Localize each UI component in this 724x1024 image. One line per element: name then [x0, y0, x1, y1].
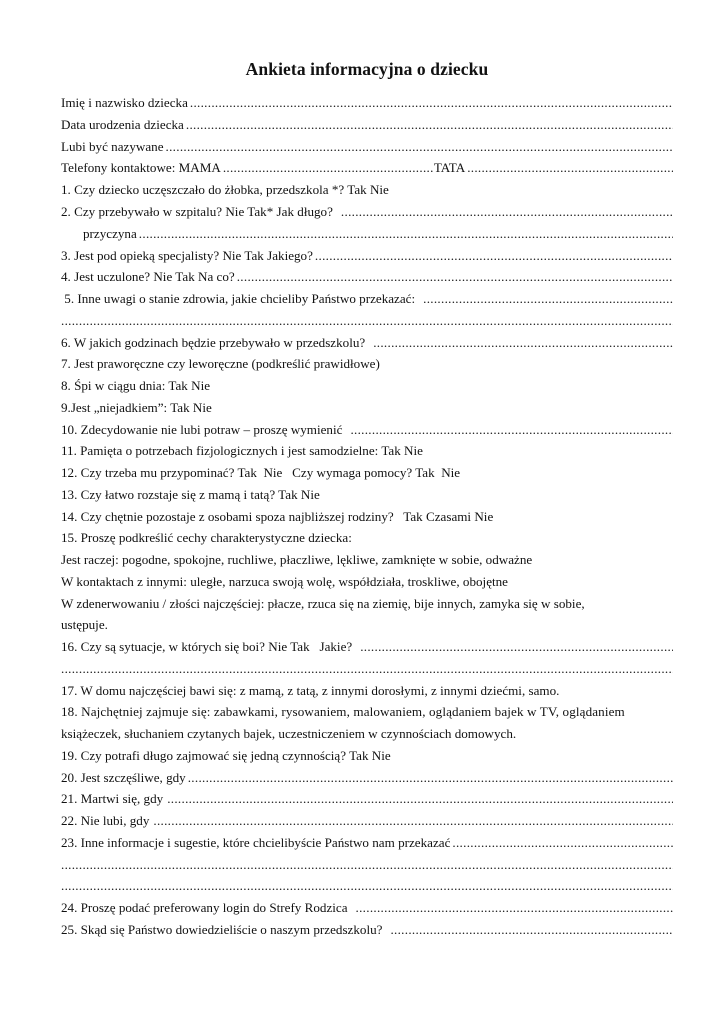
dotted-fill-line[interactable]	[61, 854, 673, 876]
question-11	[61, 440, 673, 462]
page-title: Ankieta informacyjna o dziecku	[245, 59, 489, 79]
question-13	[61, 484, 673, 506]
dotted-fill-line[interactable]	[350, 419, 673, 441]
dotted-fill-line[interactable]	[166, 136, 673, 158]
field-label: Imię i nazwisko dziecka	[61, 95, 188, 110]
question-text: 21. Martwi się, gdy	[61, 791, 164, 806]
question-6[interactable]	[61, 332, 673, 354]
field-label: Data urodzenia dziecka	[61, 117, 184, 132]
question-15-anger-cont[interactable]	[61, 614, 673, 636]
dotted-fill-line[interactable]	[452, 832, 673, 854]
question-text: 2. Czy przebywało w szpitalu? Nie Tak* Jak długo?	[61, 204, 333, 219]
question-text: 25. Skąd się Państwo dowiedzieliście o naszym przedszkolu?	[61, 922, 383, 937]
question-text: ustępuje.	[61, 617, 108, 632]
question-4[interactable]	[61, 266, 673, 288]
question-23-extra-line-1[interactable]	[61, 854, 673, 876]
dotted-fill-line[interactable]	[167, 788, 673, 810]
question-9	[61, 397, 673, 419]
question-text: 3. Jest pod opieką specjalisty? Nie Tak Jakiego?	[61, 248, 313, 263]
dotted-fill-line[interactable]	[390, 919, 673, 941]
field-child-name[interactable]	[61, 92, 673, 114]
question-15-contacts[interactable]	[61, 571, 673, 593]
question-text: 19. Czy potrafi długo zajmować się jedną czynnością? Tak Nie	[61, 748, 391, 763]
question-text: 15. Proszę podkreślić cechy charakterystyczne dziecka:	[61, 530, 352, 545]
dotted-fill-line[interactable]	[237, 266, 673, 288]
question-19	[61, 745, 673, 767]
question-15-anger[interactable]	[61, 593, 673, 615]
dotted-fill-line[interactable]	[188, 767, 673, 789]
dotted-fill-line[interactable]	[360, 636, 673, 658]
question-18-cont[interactable]	[61, 723, 673, 745]
question-14	[61, 506, 673, 528]
question-15-temperament[interactable]	[61, 549, 673, 571]
question-2[interactable]	[61, 201, 673, 223]
field-birth-date[interactable]	[61, 114, 673, 136]
question-25[interactable]	[61, 919, 673, 941]
dotted-fill-line-mother[interactable]	[223, 157, 434, 179]
dotted-fill-line[interactable]	[186, 114, 673, 136]
question-text: 4. Jest uczulone? Nie Tak Na co?	[61, 269, 235, 284]
question-23-extra-line-2[interactable]	[61, 875, 673, 897]
question-21[interactable]	[61, 788, 673, 810]
field-label: Telefony kontaktowe: MAMA	[61, 160, 221, 175]
question-17[interactable]	[61, 680, 673, 702]
dotted-fill-line[interactable]	[61, 310, 673, 332]
question-7	[61, 353, 673, 375]
question-text: 12. Czy trzeba mu przypominać? Tak Nie Czy wymaga pomocy? Tak Nie	[61, 465, 461, 480]
question-5-extra-line[interactable]	[61, 310, 673, 332]
question-text: przyczyna	[83, 226, 137, 241]
question-text: 18. Najchętniej zajmuje się: zabawkami, rysowaniem, malowaniem, oglądaniem bajek w TV, oglądaniem	[61, 704, 625, 719]
question-text: Jest raczej: pogodne, spokojne, ruchliwe, płaczliwe, lękliwe, zamknięte w sobie, odważne	[61, 552, 533, 567]
question-text: W zdenerwowaniu / złości najczęściej: płacze, rzuca się na ziemię, bije innych, zamyka się w sobie,	[61, 596, 585, 611]
question-2-reason[interactable]	[61, 223, 673, 245]
question-text: 7. Jest praworęczne czy leworęczne (podkreślić prawidłowe)	[61, 356, 380, 371]
question-22[interactable]	[61, 810, 673, 832]
dotted-fill-line[interactable]	[61, 875, 673, 897]
question-text: 13. Czy łatwo rozstaje się z mamą i tatą? Tak Nie	[61, 487, 320, 502]
dotted-fill-line[interactable]	[423, 288, 673, 310]
question-3[interactable]	[61, 245, 673, 267]
field-label: Lubi być nazywane	[61, 139, 164, 154]
field-phones[interactable]	[61, 157, 673, 179]
dotted-fill-line-father[interactable]	[467, 157, 673, 179]
question-text: 10. Zdecydowanie nie lubi potraw – proszę wymienić	[61, 422, 343, 437]
question-8	[61, 375, 673, 397]
question-text: 17. W domu najczęściej bawi się: z mamą, z tatą, z innymi dorosłymi, z innymi dziećmi, samo.	[61, 683, 560, 698]
question-16[interactable]	[61, 636, 673, 658]
field-label-father: TATA	[433, 160, 466, 175]
question-text: 22. Nie lubi, gdy	[61, 813, 150, 828]
dotted-fill-line[interactable]	[139, 223, 673, 245]
question-text: 11. Pamięta o potrzebach fizjologicznych i jest samodzielne: Tak Nie	[61, 443, 423, 458]
dotted-fill-line[interactable]	[153, 810, 673, 832]
question-text: 16. Czy są sytuacje, w których się boi? Nie Tak Jakie?	[61, 639, 353, 654]
question-text: książeczek, słuchaniem czytanych bajek, uczestniczeniem w czynnościach domowych.	[61, 726, 517, 741]
question-15	[61, 527, 673, 549]
question-text: 20. Jest szczęśliwe, gdy	[61, 770, 186, 785]
question-23[interactable]	[61, 832, 673, 854]
question-text: 14. Czy chętnie pozostaje z osobami spoza najbliższej rodziny? Tak Czasami Nie	[61, 509, 494, 524]
dotted-fill-line[interactable]	[61, 658, 673, 680]
question-text: 9.Jest „niejadkiem”: Tak Nie	[61, 400, 212, 415]
field-nickname[interactable]	[61, 136, 673, 158]
question-18[interactable]	[61, 701, 673, 723]
question-text: 23. Inne informacje i sugestie, które chcielibyście Państwo nam przekazać	[61, 835, 451, 850]
dotted-fill-line[interactable]	[373, 332, 673, 354]
question-text: 8. Śpi w ciągu dnia: Tak Nie	[61, 378, 211, 393]
question-5[interactable]	[61, 288, 673, 310]
question-text: 1. Czy dziecko uczęszczało do żłobka, przedszkola *? Tak Nie	[61, 182, 389, 197]
dotted-fill-line[interactable]	[315, 245, 673, 267]
dotted-fill-line[interactable]	[341, 201, 673, 223]
question-16-extra-line[interactable]	[61, 658, 673, 680]
question-24[interactable]	[61, 897, 673, 919]
question-text: 24. Proszę podać preferowany login do Strefy Rodzica	[61, 900, 348, 915]
dotted-fill-line[interactable]	[356, 897, 673, 919]
question-text: W kontaktach z innymi: uległe, narzuca swoją wolę, współdziała, troskliwe, obojętne	[61, 574, 508, 589]
question-text: 6. W jakich godzinach będzie przebywało w przedszkolu?	[61, 335, 366, 350]
question-text: 5. Inne uwagi o stanie zdrowia, jakie chcieliby Państwo przekazać:	[61, 291, 416, 306]
question-1	[61, 179, 673, 201]
dotted-fill-line[interactable]	[190, 92, 673, 114]
question-10[interactable]	[61, 419, 673, 441]
question-12	[61, 462, 673, 484]
question-20[interactable]	[61, 767, 673, 789]
